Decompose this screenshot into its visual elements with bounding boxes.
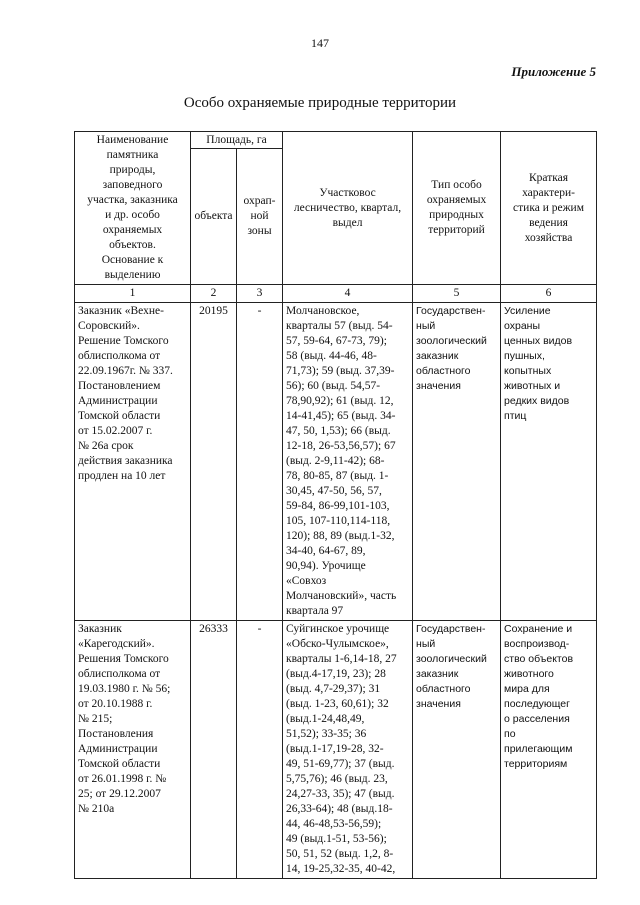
row-area-zone: - bbox=[237, 303, 283, 621]
table-header-row bbox=[75, 132, 597, 149]
row-area-object: 20195 bbox=[191, 303, 237, 621]
row-regime: Сохранение и воспроизвод- ство объектов животного мира для последующег о расселения по прилегающим территориям bbox=[501, 621, 597, 879]
row-type: Государствен- ный зоологический заказник областного значения bbox=[413, 621, 501, 879]
row-area-zone: - bbox=[237, 621, 283, 879]
row-type: Государствен- ный зоологический заказник областного значения bbox=[413, 303, 501, 621]
row-name: Заказник «Вехне- Соровский». Решение Томского облисполкома от 22.09.1967г. № 337. Постановлением Администрации Томской области от 15.02.2007 г. № 26а срок действия заказника продлен на 10 лет bbox=[75, 303, 191, 621]
column-number: 2 bbox=[191, 285, 237, 303]
header-regime: Краткая характери- стика и режим ведения хозяйства bbox=[501, 132, 597, 285]
header-name: Наименование памятника природы, заповедного участка, заказника и др. особо охраняемых объектов. Основание к выделению bbox=[75, 132, 191, 285]
row-regime: Усиление охраны ценных видов пушных, копытных животных и редких видов птиц bbox=[501, 303, 597, 621]
column-numbers-row bbox=[75, 285, 597, 303]
column-number: 4 bbox=[283, 285, 413, 303]
column-number: 5 bbox=[413, 285, 501, 303]
column-number: 3 bbox=[237, 285, 283, 303]
table-row bbox=[75, 621, 597, 879]
table-row bbox=[75, 303, 597, 621]
protected-areas-table bbox=[74, 131, 597, 879]
header-forestry: Участковос лесничество, квартал, выдел bbox=[283, 132, 413, 285]
page-number: 147 bbox=[311, 36, 329, 50]
column-number: 6 bbox=[501, 285, 597, 303]
row-forestry: Молчановское, кварталы 57 (выд. 54- 57, 59-64, 67-73, 79); 58 (выд. 44-46, 48- 71,73); 59 (выд. 37,39- 56); 60 (выд. 54,57- 78,90,92); 61 (выд. 12, 14-41,45); 65 (выд. 34- 47, 50, 1,53); 66 (выд. 12-18, 26-53,56,57); 67 (выд. 2-9,11-42); 68- 78, 80-85, 87 (выд. 1- 30,45, 47-50, 56, 57, 59-84, 86-99,101-103, 105, 107-110,114-118, 120); 88, 89 (выд.1-32, 34-40, 64-67, 89, 90,94). Урочище «Совхоз Молчановский», часть квартала 97 bbox=[283, 303, 413, 621]
header-area-zone: охрап- ной зоны bbox=[237, 149, 283, 285]
header-type: Тип особо охраняемых природных территорий bbox=[413, 132, 501, 285]
row-forestry: Суйгинское урочище «Обско-Чулымское», кварталы 1-6,14-18, 27 (выд.4-17,19, 23); 28 (выд. 4,7-29,37); 31 (выд. 1-23, 60,61); 32 (выд.1-24,48,49, 51,52); 33-35; 36 (выд.1-17,19-28, 32- 49, 51-69,77); 37 (выд. 5,75,76); 46 (выд. 23, 24,27-33, 35); 47 (выд. 26,33-64); 48 (выд.18- 44, 46-48,53-56,59); 49 (выд.1-51, 53-56); 50, 51, 52 (выд. 1,2, 8- 14, 19-25,32-35, 40-42, bbox=[283, 621, 413, 879]
header-area-object: объекта bbox=[191, 149, 237, 285]
row-area-object: 26333 bbox=[191, 621, 237, 879]
column-number: 1 bbox=[75, 285, 191, 303]
appendix-label: Приложение 5 bbox=[511, 64, 596, 79]
document-title: Особо охраняемые природные территории bbox=[183, 95, 457, 111]
header-area: Площадь, га bbox=[191, 132, 283, 149]
row-name: Заказник «Карегодский». Решения Томского облисполкома от 19.03.1980 г. № 56; от 20.10.1988 г. № 215; Постановления Администрации Томской области от 26.01.1998 г. № 25; от 29.12.2007 № 210а bbox=[75, 621, 191, 879]
